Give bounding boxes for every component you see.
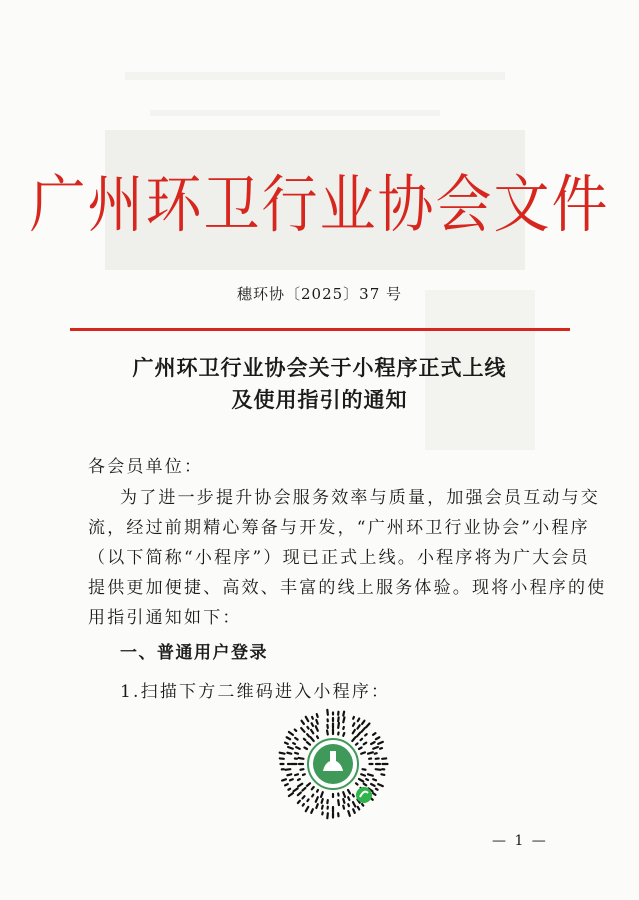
code-ray xyxy=(311,809,313,813)
code-ray xyxy=(358,719,360,722)
code-ray xyxy=(361,752,365,753)
code-ray xyxy=(371,784,375,786)
code-ray xyxy=(293,743,295,744)
code-ray xyxy=(302,721,304,724)
code-ray xyxy=(322,806,323,809)
code-ray xyxy=(293,788,297,791)
code-ray xyxy=(301,769,304,770)
code-ray xyxy=(357,733,360,737)
code-ray xyxy=(298,779,300,780)
wechat-miniprogram-icon xyxy=(356,787,372,803)
code-ray xyxy=(312,717,313,719)
code-ray xyxy=(282,779,286,780)
code-ray xyxy=(312,723,313,726)
code-ray xyxy=(303,774,305,775)
notice-title-line-1: 广州环卫行业协会关于小程序正式上线 xyxy=(132,356,507,380)
code-ray xyxy=(343,806,344,809)
code-ray xyxy=(366,723,369,727)
code-ray xyxy=(307,727,308,729)
code-ray xyxy=(348,790,350,793)
code-ray xyxy=(302,796,304,798)
code-ray xyxy=(362,804,363,806)
code-ray xyxy=(376,737,379,739)
code-ray xyxy=(327,731,328,735)
document-number: 穗环协〔2025〕37 号 xyxy=(236,285,403,303)
code-ray xyxy=(338,723,339,728)
code-ray xyxy=(316,720,317,724)
miniprogram-code-icon[interactable] xyxy=(276,707,390,821)
code-ray xyxy=(296,747,300,749)
code-ray xyxy=(381,774,384,775)
code-ray xyxy=(289,793,293,796)
body-line: 用指引通知如下： xyxy=(88,608,242,628)
code-ray xyxy=(295,753,298,754)
code-ray xyxy=(343,727,344,729)
code-ray xyxy=(322,799,323,803)
code-ray xyxy=(359,748,362,750)
code-ray xyxy=(376,789,378,790)
code-ray xyxy=(343,733,344,736)
code-ray xyxy=(287,753,291,754)
code-ray xyxy=(361,739,363,740)
code-ray xyxy=(343,717,344,722)
code-ray xyxy=(317,714,318,717)
code-ray xyxy=(357,725,359,728)
body-line: 提供更加便捷、高效、丰富的线上服务体验。现将小程序的使 xyxy=(88,578,607,598)
code-ray xyxy=(363,769,366,770)
salutation: 各会员单位： xyxy=(88,457,204,477)
notice-title-line-2: 及使用指引的通知 xyxy=(231,388,408,412)
body-line: 为了进一步提升协会服务效率与质量，加强会员互动与交 xyxy=(120,488,600,508)
code-ray xyxy=(362,728,365,732)
code-ray xyxy=(317,790,318,792)
code-ray xyxy=(373,779,376,780)
code-ray xyxy=(289,732,293,735)
code-ray xyxy=(359,779,363,782)
code-ray xyxy=(368,774,373,775)
code-ray xyxy=(287,774,291,775)
code-ray xyxy=(365,734,366,735)
code-ray xyxy=(301,728,304,732)
code-ray xyxy=(298,793,301,796)
code-ray xyxy=(302,788,305,791)
code-ray xyxy=(343,792,345,797)
code-ray xyxy=(356,783,358,784)
code-ray xyxy=(316,804,317,808)
code-ray xyxy=(373,747,378,749)
code-ray xyxy=(378,784,383,786)
code-ray xyxy=(327,813,328,818)
code-ray xyxy=(364,743,367,745)
code-ray xyxy=(361,774,365,775)
code-ray xyxy=(290,779,293,780)
code-ray xyxy=(373,733,375,735)
code-ray xyxy=(348,804,349,806)
red-divider xyxy=(70,328,570,331)
code-ray xyxy=(378,742,383,744)
code-ray xyxy=(287,737,290,739)
code-ray xyxy=(307,742,310,745)
code-ray xyxy=(298,801,300,803)
code-ray xyxy=(311,737,314,741)
code-ray xyxy=(353,795,354,797)
step-text: 1.扫描下方二维码进入小程序： xyxy=(120,682,391,702)
bleed-through-shade xyxy=(150,110,440,116)
org-masthead: 广州环卫行业协会文件 xyxy=(29,169,610,242)
code-ray xyxy=(353,802,355,806)
code-ray xyxy=(306,717,309,721)
code-ray xyxy=(358,807,360,810)
code-ray xyxy=(304,748,307,750)
code-ray xyxy=(312,787,314,789)
code-ray xyxy=(343,712,344,716)
code-ray xyxy=(327,710,328,715)
code-ray xyxy=(317,736,318,738)
code-ray xyxy=(295,738,297,740)
body-line: （以下简称“小程序”）现已正式上线。小程序将为广大会员 xyxy=(88,548,590,568)
code-ray xyxy=(366,779,368,780)
logo-emblem-bar xyxy=(330,751,336,771)
code-ray xyxy=(316,797,318,802)
code-ray xyxy=(307,783,310,786)
code-ray xyxy=(373,793,375,795)
code-ray xyxy=(352,737,355,741)
page-number: — 1 — xyxy=(492,833,548,849)
code-ray xyxy=(356,743,358,744)
code-ray xyxy=(368,752,373,753)
code-ray xyxy=(306,807,309,811)
code-ray xyxy=(299,758,304,759)
code-ray xyxy=(348,797,349,800)
code-ray xyxy=(285,769,290,770)
code-ray xyxy=(304,739,306,740)
code-ray xyxy=(311,730,313,733)
code-ray xyxy=(321,792,323,797)
code-ray xyxy=(316,726,318,731)
code-ray xyxy=(353,809,355,813)
code-ray xyxy=(307,799,308,801)
code-ray xyxy=(353,723,354,726)
code-ray xyxy=(371,742,375,744)
code-ray xyxy=(288,789,290,790)
section-heading: 一、普通用户登录 xyxy=(120,643,268,663)
code-ray xyxy=(295,774,298,775)
code-ray xyxy=(307,734,309,736)
code-ray xyxy=(298,784,302,787)
code-ray xyxy=(380,748,382,749)
code-ray xyxy=(285,743,288,744)
code-ray xyxy=(343,799,344,803)
body-line: 流，经过前期精心筹备与开发，“广州环卫行业协会”小程序 xyxy=(88,518,590,538)
code-ray xyxy=(364,784,367,786)
code-ray xyxy=(288,747,293,749)
code-ray xyxy=(353,717,354,719)
code-ray xyxy=(295,730,296,731)
code-ray xyxy=(338,800,339,805)
code-ray xyxy=(376,769,381,770)
code-ray xyxy=(312,795,313,797)
code-ray xyxy=(285,784,288,785)
code-ray xyxy=(353,730,355,733)
code-ray xyxy=(362,721,364,724)
code-ray xyxy=(348,811,350,816)
bleed-through-shade xyxy=(125,72,505,80)
code-ray xyxy=(303,804,304,806)
code-ray xyxy=(280,753,285,754)
